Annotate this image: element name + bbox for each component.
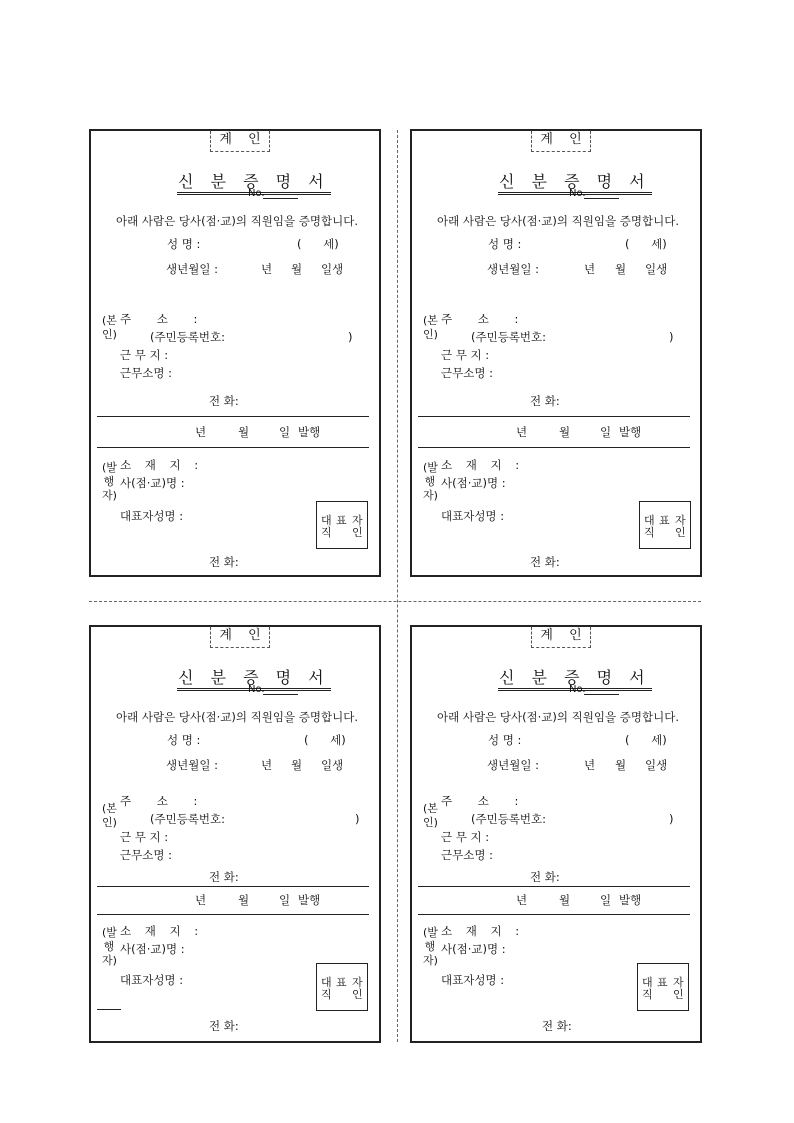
divider-line <box>418 914 690 915</box>
horizontal-cut-line <box>89 601 701 602</box>
company-label: 사(점·교)명 : <box>120 476 185 490</box>
employer-label: 근무소명 : <box>120 366 172 380</box>
age-field: ( 세) <box>625 733 667 747</box>
issue-day: 일 <box>600 425 612 439</box>
representative-stamp-box <box>316 963 368 1011</box>
issue-year: 년 <box>516 425 528 439</box>
location-label: 소 재 지 : <box>441 458 520 472</box>
divider-line <box>418 447 690 448</box>
number-label: No. <box>569 188 586 199</box>
id-card-top-left <box>89 129 381 577</box>
card-title: 신 분 증 명 서 <box>498 173 652 195</box>
number-underline <box>263 694 298 695</box>
card-title: 신 분 증 명 서 <box>498 669 652 691</box>
stamp-char: 자 <box>673 976 684 989</box>
certify-text: 아래 사람은 당사(점·교)의 직원임을 증명합니다. <box>437 214 679 228</box>
representative-label: 대표자성명 : <box>120 509 184 523</box>
certify-text: 아래 사람은 당사(점·교)의 직원임을 증명합니다. <box>116 214 358 228</box>
number-underline <box>584 694 619 695</box>
stamp-char: 직 <box>321 526 332 539</box>
divider-line <box>97 914 369 915</box>
issue-month: 월 <box>559 425 571 439</box>
representative-stamp-box <box>637 963 689 1011</box>
issuer-label: (발행자) <box>423 461 438 502</box>
issue-day: 일 <box>600 893 612 907</box>
representative-stamp-box <box>316 501 368 549</box>
seal-box: 계 인 <box>210 131 270 152</box>
stamp-char: 인 <box>352 526 363 539</box>
age-field: ( 세) <box>304 733 346 747</box>
birth-day: 일생 <box>321 262 344 276</box>
issue-year: 년 <box>195 425 207 439</box>
phone-label: 전 화: <box>542 1019 572 1033</box>
workplace-label: 근 무 지 : <box>441 830 490 844</box>
card-title: 신 분 증 명 서 <box>177 669 331 691</box>
number-underline <box>584 198 619 199</box>
location-label: 소 재 지 : <box>120 924 199 938</box>
birth-label: 생년월일 : <box>487 758 539 772</box>
id-card-top-right <box>410 129 702 577</box>
name-label: 성 명 : <box>488 237 522 251</box>
employer-label: 근무소명 : <box>120 848 172 862</box>
birth-day: 일생 <box>321 758 344 772</box>
address-label: 주 소 : <box>441 794 519 808</box>
issue-text: 발행 <box>298 425 321 439</box>
issue-day: 일 <box>279 425 291 439</box>
age-field: ( 세) <box>297 237 339 251</box>
seal-box: 계 인 <box>531 131 591 152</box>
number-underline <box>263 198 298 199</box>
issue-text: 발행 <box>298 893 321 907</box>
location-label: 소 재 지 : <box>441 924 520 938</box>
stamp-char: 직 <box>644 526 655 539</box>
issue-day: 일 <box>279 893 291 907</box>
resident-number-label: (주민등록번호: <box>150 330 226 344</box>
stamp-char: 직 <box>642 988 653 1001</box>
phone-label: 전 화: <box>209 1019 239 1033</box>
id-card-bottom-left <box>89 625 381 1043</box>
vertical-cut-line <box>397 130 398 1042</box>
issue-text: 발행 <box>619 893 642 907</box>
resident-number-close: ) <box>669 812 674 826</box>
workplace-label: 근 무 지 : <box>120 830 169 844</box>
representative-label: 대표자성명 : <box>441 509 505 523</box>
stamp-char: 자 <box>352 514 363 527</box>
location-label: 소 재 지 : <box>120 458 199 472</box>
workplace-label: 근 무 지 : <box>120 348 169 362</box>
employer-label: 근무소명 : <box>441 366 493 380</box>
person-label: (본인) <box>423 314 438 341</box>
issuer-label: (발행자) <box>102 926 117 967</box>
divider-line <box>418 416 690 417</box>
birth-day: 일생 <box>645 262 668 276</box>
phone-label: 전 화: <box>530 394 560 408</box>
seal-box: 계 인 <box>531 627 591 648</box>
stamp-char: 인 <box>352 988 363 1001</box>
age-field: ( 세) <box>625 237 667 251</box>
number-label: No. <box>569 684 586 695</box>
issue-month: 월 <box>238 893 250 907</box>
issuer-label: (발행자) <box>423 926 438 967</box>
stamp-char: 대 <box>321 514 332 527</box>
stamp-char: 대 <box>321 976 332 989</box>
address-label: 주 소 : <box>120 312 198 326</box>
issue-year: 년 <box>195 893 207 907</box>
company-label: 사(점·교)명 : <box>120 942 185 956</box>
company-label: 사(점·교)명 : <box>441 942 506 956</box>
stamp-char: 직 <box>321 988 332 1001</box>
birth-month: 월 <box>615 262 627 276</box>
phone-label: 전 화: <box>209 555 239 569</box>
representative-label: 대표자성명 : <box>120 973 184 987</box>
stamp-char: 표 <box>336 976 347 989</box>
stamp-char: 자 <box>352 976 363 989</box>
divider-line <box>97 886 369 887</box>
representative-stamp-box <box>639 501 691 549</box>
stamp-char: 자 <box>675 514 686 527</box>
birth-year: 년 <box>261 758 273 772</box>
id-card-bottom-right <box>410 625 702 1043</box>
stamp-char: 표 <box>336 514 347 527</box>
stamp-char: 대 <box>644 514 655 527</box>
name-label: 성 명 : <box>488 733 522 747</box>
representative-label: 대표자성명 : <box>441 973 505 987</box>
stamp-char: 대 <box>642 976 653 989</box>
address-label: 주 소 : <box>441 312 519 326</box>
birth-label: 생년월일 : <box>166 758 218 772</box>
phone-label: 전 화: <box>530 555 560 569</box>
issue-text: 발행 <box>619 425 642 439</box>
issue-month: 월 <box>238 425 250 439</box>
name-label: 성 명 : <box>167 237 201 251</box>
resident-number-label: (주민등록번호: <box>471 812 547 826</box>
resident-number-label: (주민등록번호: <box>471 330 547 344</box>
name-label: 성 명 : <box>167 733 201 747</box>
birth-day: 일생 <box>645 758 668 772</box>
number-label: No. <box>248 188 265 199</box>
birth-month: 월 <box>615 758 627 772</box>
issuer-label: (발행자) <box>102 461 117 502</box>
birth-month: 월 <box>291 262 303 276</box>
issue-month: 월 <box>559 893 571 907</box>
person-label: (본인) <box>423 802 438 829</box>
birth-year: 년 <box>584 262 596 276</box>
phone-label: 전 화: <box>209 394 239 408</box>
phone-label: 전 화: <box>530 870 560 884</box>
birth-year: 년 <box>261 262 273 276</box>
birth-label: 생년월일 : <box>487 262 539 276</box>
stamp-char: 인 <box>675 526 686 539</box>
issue-year: 년 <box>516 893 528 907</box>
resident-number-label: (주민등록번호: <box>150 812 226 826</box>
resident-number-close: ) <box>669 330 674 344</box>
divider-line <box>418 886 690 887</box>
company-label: 사(점·교)명 : <box>441 476 506 490</box>
person-label: (본인) <box>102 314 117 341</box>
card-title: 신 분 증 명 서 <box>177 173 331 195</box>
person-label: (본인) <box>102 802 117 829</box>
stamp-char: 표 <box>657 976 668 989</box>
address-label: 주 소 : <box>120 794 198 808</box>
stamp-char: 인 <box>673 988 684 1001</box>
divider-line <box>97 447 369 448</box>
certify-text: 아래 사람은 당사(점·교)의 직원임을 증명합니다. <box>116 710 358 724</box>
birth-label: 생년월일 : <box>166 262 218 276</box>
birth-month: 월 <box>291 758 303 772</box>
short-rule <box>97 1009 121 1010</box>
workplace-label: 근 무 지 : <box>441 348 490 362</box>
phone-label: 전 화: <box>209 870 239 884</box>
birth-year: 년 <box>584 758 596 772</box>
resident-number-close: ) <box>348 330 353 344</box>
employer-label: 근무소명 : <box>441 848 493 862</box>
number-label: No. <box>248 684 265 695</box>
resident-number-close: ) <box>355 812 360 826</box>
divider-line <box>97 416 369 417</box>
seal-box: 계 인 <box>210 627 270 648</box>
certify-text: 아래 사람은 당사(점·교)의 직원임을 증명합니다. <box>437 710 679 724</box>
stamp-char: 표 <box>659 514 670 527</box>
